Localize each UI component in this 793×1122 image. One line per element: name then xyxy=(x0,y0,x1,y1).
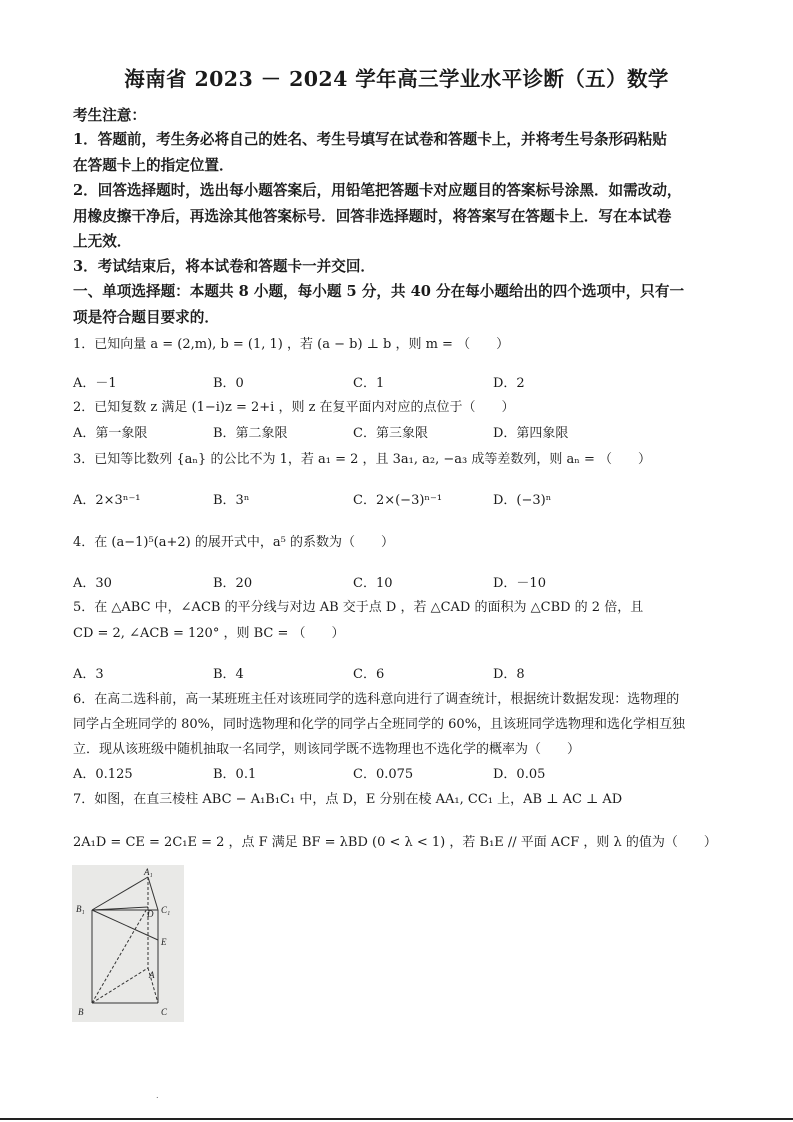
notice-line: 2．回答选择题时，选出每小题答案后，用铅笔把答题卡对应题目的答案标号涂黑．如需改动， xyxy=(73,182,682,199)
q6-option-b: B．0.1 xyxy=(213,767,257,782)
q1-option-a: A．－1 xyxy=(73,376,117,391)
label-b1: B₁ xyxy=(76,904,85,914)
question-7-stem: 7．如图，在直三棱柱 ABC − A₁B₁C₁ 中，点 D，E 分别在棱 AA₁, CC₁ 上，AB ⊥ AC ⊥ AD xyxy=(73,792,623,807)
edge-b-a-hidden xyxy=(92,968,148,1003)
label-e: E xyxy=(161,937,167,947)
section-heading: 项是符合题目要求的． xyxy=(73,309,219,326)
q6-option-c: C．0.075 xyxy=(353,767,414,782)
q2-option-a: A．第一象限 xyxy=(73,426,148,441)
notice-line: 在答题卡上的指定位置． xyxy=(73,157,234,174)
prism-figure xyxy=(72,865,184,1022)
footer-rule xyxy=(0,1118,793,1120)
question-3-stem: 3．已知等比数列 {aₙ} 的公比不为 1，若 a₁ = 2 ，且 3a₁, a₂, −a₃ 成等差数列，则 aₙ = （ ） xyxy=(73,452,652,467)
edge-b1-a1 xyxy=(92,877,148,910)
label-b: B xyxy=(78,1007,84,1017)
notice-line: 上无效． xyxy=(73,233,132,250)
notice-heading: 考生注意： xyxy=(73,107,146,124)
section-heading: 一、单项选择题：本题共 8 小题，每小题 5 分，共 40 分在每小题给出的四个选项中，只有一 xyxy=(73,283,685,300)
q1-option-c: C．1 xyxy=(353,376,385,391)
q3-option-a: A．2×3ⁿ⁻¹ xyxy=(73,493,141,508)
notice-line: 3．考试结束后，将本试卷和答题卡一并交回． xyxy=(73,258,376,275)
q4-option-b: B．20 xyxy=(213,576,253,591)
q5-option-d: D．8 xyxy=(493,667,525,682)
q4-option-d: D．－10 xyxy=(493,576,546,591)
question-1-stem: 1．已知向量 a = (2,m), b = (1, 1) ，若 (a − b) ⊥ b ，则 m = （ ） xyxy=(73,337,510,352)
q6-option-d: D．0.05 xyxy=(493,767,546,782)
question-6-stem: 6．在高二选科前，高一某班班主任对该班同学的选科意向进行了调查统计，根据统计数据发现：选物理的 xyxy=(73,692,680,707)
q3-option-b: B．3ⁿ xyxy=(213,493,250,508)
question-7-stem: 2A₁D = CE = 2C₁E = 2 ，点 F 满足 BF = λBD (0 < λ < 1) ，若 B₁E // 平面 ACF ，则 λ 的值为（ ） xyxy=(73,835,717,850)
q5-option-b: B．4 xyxy=(213,667,244,682)
q2-option-c: C．第三象限 xyxy=(353,426,428,441)
question-6-stem: 同学占全班同学的 80%，同时选物理和化学的同学占全班同学的 60%，且该班同学选物理和选化学相互独 xyxy=(73,717,686,732)
notice-line: 用橡皮擦干净后，再选涂其他答案标号．回答非选择题时，将答案写在答题卡上．写在本试卷 xyxy=(73,208,672,225)
label-a: A xyxy=(149,970,155,980)
segment-b-d-hidden xyxy=(92,907,148,1003)
question-4-stem: 4．在 (a−1)⁵(a+2) 的展开式中，a⁵ 的系数为（ ） xyxy=(73,535,394,550)
q4-option-a: A．30 xyxy=(73,576,112,591)
page-title: 海南省 2023 － 2024 学年高三学业水平诊断（五）数学 xyxy=(124,67,669,91)
label-c: C xyxy=(161,1007,168,1017)
q5-option-c: C．6 xyxy=(353,667,385,682)
label-c1: C₁ xyxy=(161,905,171,915)
q3-option-c: C．2×(−3)ⁿ⁻¹ xyxy=(353,493,443,508)
q4-option-c: C．10 xyxy=(353,576,393,591)
q1-option-d: D．2 xyxy=(493,376,525,391)
question-2-stem: 2．已知复数 z 满足 (1−i)z = 2+i ，则 z 在复平面内对应的点位于（ ） xyxy=(73,400,515,415)
q5-option-a: A．3 xyxy=(73,667,104,682)
q3-option-d: D．(−3)ⁿ xyxy=(493,493,552,508)
q1-option-b: B．0 xyxy=(213,376,244,391)
notice-line: 1．答题前，考生务必将自己的姓名、考生号填写在试卷和答题卡上，并将考生号条形码粘贴 xyxy=(73,131,667,148)
label-a1: A₁ xyxy=(144,867,153,877)
question-5-stem: CD = 2, ∠ACB = 120° ，则 BC = （ ） xyxy=(73,626,345,641)
footer-mark: . xyxy=(156,1091,159,1100)
label-d: D xyxy=(147,909,154,919)
q6-option-a: A．0.125 xyxy=(73,767,133,782)
q2-option-d: D．第四象限 xyxy=(493,426,569,441)
prism-diagram xyxy=(72,865,184,1022)
question-6-stem: 立．现从该班级中随机抽取一名同学，则该同学既不选物理也不选化学的概率为（ ） xyxy=(73,742,581,757)
question-5-stem: 5．在 △ABC 中，∠ACB 的平分线与对边 AB 交于点 D ，若 △CAD 的面积为 △CBD 的 2 倍，且 xyxy=(73,600,644,615)
q2-option-b: B．第二象限 xyxy=(213,426,288,441)
edge-a1-c1 xyxy=(148,877,158,910)
